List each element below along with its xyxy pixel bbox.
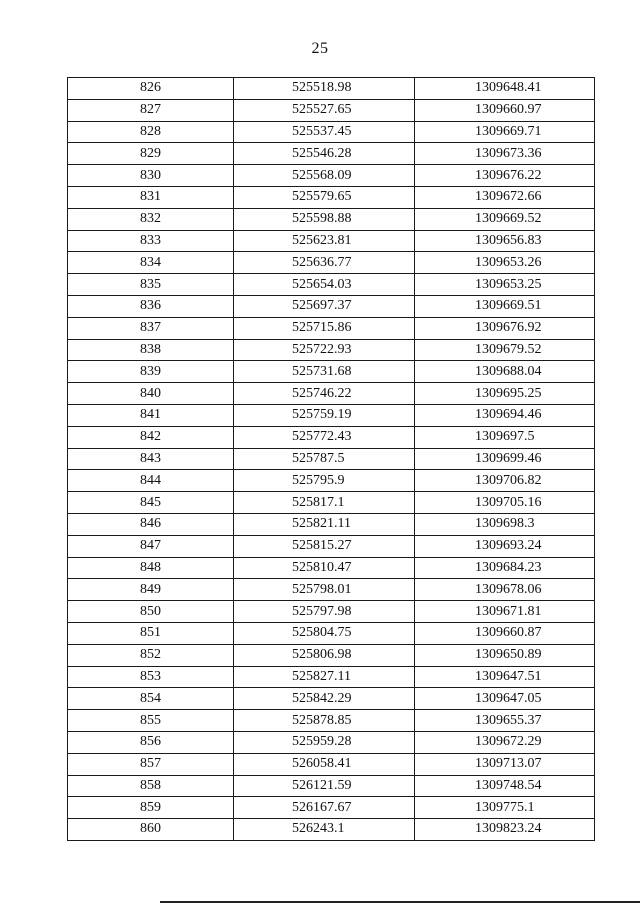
x-coordinate-cell: 525817.1 [234,492,415,514]
x-coordinate-cell: 525772.43 [234,426,415,448]
y-coordinate-cell: 1309775.1 [415,797,595,819]
point-number-cell: 860 [68,819,234,841]
y-coordinate-cell: 1309669.71 [415,121,595,143]
point-number-cell: 850 [68,601,234,623]
table-row [68,753,595,775]
y-coordinate-cell: 1309705.16 [415,492,595,514]
x-coordinate-cell: 525579.65 [234,186,415,208]
y-coordinate-cell: 1309748.54 [415,775,595,797]
point-number-cell: 838 [68,339,234,361]
y-coordinate-cell: 1309676.22 [415,165,595,187]
point-number-cell: 845 [68,492,234,514]
table-row [68,797,595,819]
y-coordinate-cell: 1309697.5 [415,426,595,448]
table-row [68,731,595,753]
y-coordinate-cell: 1309653.26 [415,252,595,274]
point-number-cell: 841 [68,404,234,426]
page-number: 25 [311,40,329,57]
y-coordinate-cell: 1309673.36 [415,143,595,165]
table-row [68,121,595,143]
x-coordinate-cell: 525598.88 [234,208,415,230]
point-number-cell: 828 [68,121,234,143]
table-row [68,165,595,187]
x-coordinate-cell: 525959.28 [234,731,415,753]
table-row [68,339,595,361]
coordinates-table-body [68,78,595,841]
y-coordinate-cell: 1309648.41 [415,78,595,100]
y-coordinate-cell: 1309671.81 [415,601,595,623]
table-row [68,361,595,383]
table-row [68,404,595,426]
point-number-cell: 840 [68,383,234,405]
y-coordinate-cell: 1309679.52 [415,339,595,361]
point-number-cell: 830 [68,165,234,187]
y-coordinate-cell: 1309688.04 [415,361,595,383]
x-coordinate-cell: 525722.93 [234,339,415,361]
point-number-cell: 831 [68,186,234,208]
table-row [68,535,595,557]
y-coordinate-cell: 1309650.89 [415,644,595,666]
x-coordinate-cell: 525636.77 [234,252,415,274]
x-coordinate-cell: 525537.45 [234,121,415,143]
y-coordinate-cell: 1309647.51 [415,666,595,688]
y-coordinate-cell: 1309672.66 [415,186,595,208]
y-coordinate-cell: 1309695.25 [415,383,595,405]
y-coordinate-cell: 1309669.52 [415,208,595,230]
x-coordinate-cell: 525821.11 [234,513,415,535]
table-row [68,383,595,405]
x-coordinate-cell: 525746.22 [234,383,415,405]
x-coordinate-cell: 525623.81 [234,230,415,252]
y-coordinate-cell: 1309693.24 [415,535,595,557]
x-coordinate-cell: 525827.11 [234,666,415,688]
x-coordinate-cell: 525797.98 [234,601,415,623]
point-number-cell: 847 [68,535,234,557]
point-number-cell: 848 [68,557,234,579]
table-row [68,492,595,514]
x-coordinate-cell: 526167.67 [234,797,415,819]
y-coordinate-cell: 1309699.46 [415,448,595,470]
point-number-cell: 837 [68,317,234,339]
x-coordinate-cell: 525759.19 [234,404,415,426]
table-row [68,688,595,710]
table-row [68,470,595,492]
x-coordinate-cell: 525806.98 [234,644,415,666]
x-coordinate-cell: 525787.5 [234,448,415,470]
coordinates-table [67,77,595,841]
table-row [68,644,595,666]
y-coordinate-cell: 1309660.97 [415,99,595,121]
table-row [68,78,595,100]
table-row [68,230,595,252]
x-coordinate-cell: 526058.41 [234,753,415,775]
x-coordinate-cell: 525527.65 [234,99,415,121]
table-row [68,99,595,121]
y-coordinate-cell: 1309655.37 [415,710,595,732]
table-row [68,513,595,535]
x-coordinate-cell: 525842.29 [234,688,415,710]
point-number-cell: 856 [68,731,234,753]
x-coordinate-cell: 525810.47 [234,557,415,579]
table-row [68,775,595,797]
table-row [68,601,595,623]
point-number-cell: 842 [68,426,234,448]
table-row [68,448,595,470]
table-row [68,579,595,601]
y-coordinate-cell: 1309669.51 [415,295,595,317]
table-row [68,186,595,208]
bottom-rule [160,901,640,903]
y-coordinate-cell: 1309713.07 [415,753,595,775]
x-coordinate-cell: 525878.85 [234,710,415,732]
table-row [68,274,595,296]
point-number-cell: 834 [68,252,234,274]
table-row [68,295,595,317]
y-coordinate-cell: 1309660.87 [415,622,595,644]
x-coordinate-cell: 526121.59 [234,775,415,797]
table-row [68,252,595,274]
point-number-cell: 852 [68,644,234,666]
y-coordinate-cell: 1309706.82 [415,470,595,492]
x-coordinate-cell: 526243.1 [234,819,415,841]
table-row [68,557,595,579]
x-coordinate-cell: 525795.9 [234,470,415,492]
x-coordinate-cell: 525568.09 [234,165,415,187]
x-coordinate-cell: 525518.98 [234,78,415,100]
point-number-cell: 843 [68,448,234,470]
y-coordinate-cell: 1309672.29 [415,731,595,753]
point-number-cell: 858 [68,775,234,797]
point-number-cell: 844 [68,470,234,492]
x-coordinate-cell: 525731.68 [234,361,415,383]
y-coordinate-cell: 1309823.24 [415,819,595,841]
point-number-cell: 846 [68,513,234,535]
point-number-cell: 851 [68,622,234,644]
point-number-cell: 854 [68,688,234,710]
table-row [68,819,595,841]
y-coordinate-cell: 1309698.3 [415,513,595,535]
point-number-cell: 839 [68,361,234,383]
x-coordinate-cell: 525715.86 [234,317,415,339]
point-number-cell: 829 [68,143,234,165]
point-number-cell: 836 [68,295,234,317]
table-row [68,208,595,230]
table-row [68,143,595,165]
table-row [68,622,595,644]
point-number-cell: 849 [68,579,234,601]
point-number-cell: 853 [68,666,234,688]
table-row [68,317,595,339]
table-row [68,710,595,732]
y-coordinate-cell: 1309676.92 [415,317,595,339]
x-coordinate-cell: 525815.27 [234,535,415,557]
y-coordinate-cell: 1309694.46 [415,404,595,426]
point-number-cell: 826 [68,78,234,100]
y-coordinate-cell: 1309678.06 [415,579,595,601]
point-number-cell: 859 [68,797,234,819]
point-number-cell: 855 [68,710,234,732]
x-coordinate-cell: 525804.75 [234,622,415,644]
y-coordinate-cell: 1309647.05 [415,688,595,710]
point-number-cell: 827 [68,99,234,121]
x-coordinate-cell: 525697.37 [234,295,415,317]
y-coordinate-cell: 1309656.83 [415,230,595,252]
y-coordinate-cell: 1309653.25 [415,274,595,296]
table-row [68,666,595,688]
point-number-cell: 832 [68,208,234,230]
y-coordinate-cell: 1309684.23 [415,557,595,579]
table-row [68,426,595,448]
x-coordinate-cell: 525654.03 [234,274,415,296]
point-number-cell: 833 [68,230,234,252]
x-coordinate-cell: 525798.01 [234,579,415,601]
point-number-cell: 857 [68,753,234,775]
point-number-cell: 835 [68,274,234,296]
x-coordinate-cell: 525546.28 [234,143,415,165]
